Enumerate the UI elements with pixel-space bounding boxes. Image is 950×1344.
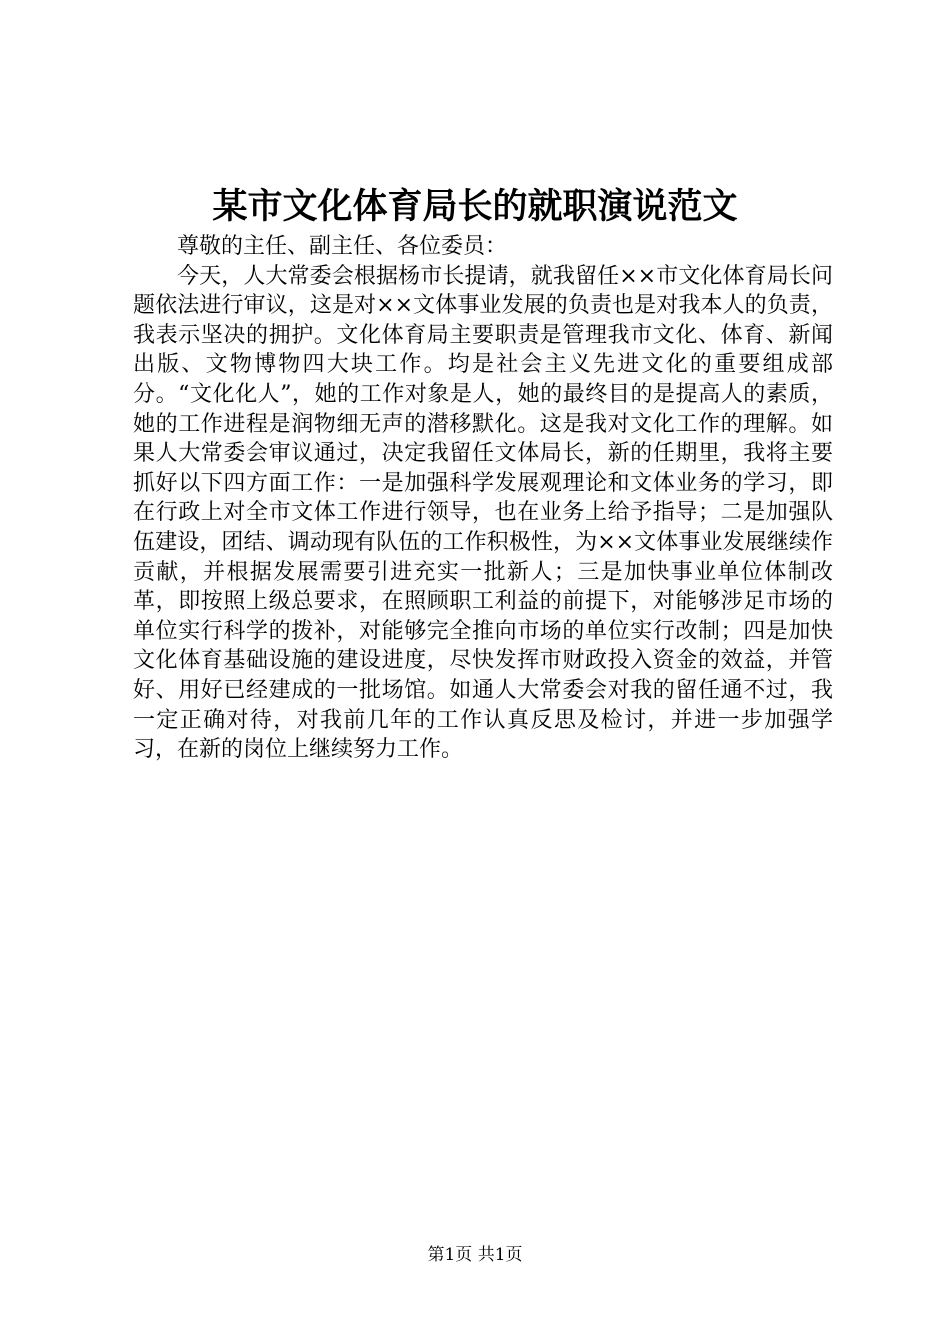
salutation-paragraph: 尊敬的主任、副主任、各位委员： xyxy=(177,234,508,259)
page-number-label: 第1页 共1页 xyxy=(427,1245,523,1265)
page-number-footer xyxy=(0,1243,950,1267)
document-body xyxy=(133,232,833,765)
body-paragraph: 今天，人大常委会根据杨市长提请，就我留任××市文化体育局长问题依法进行审议，这是对××文体事业发展的负责也是对我本人的负责，我表示坚决的拥护。文化体育局主要职责是管理我市文化、体育、新闻出版、文物博物四大块工作。均是社会主义先进文化的重要组成部分。“文化化人”，她的工作对象是人，她的最终目的是提高人的素质，她的工作进程是润物细无声的潜移默化。这是我对文化工作的理解。如果人大常委会审议通过，决定我留任文体局长，新的任期里，我将主要抓好以下四方面工作：一是加强科学发展观理论和文体业务的学习，即在行政上对全市文体工作进行领导，也在业务上给予指导；二是加强队伍建设，团结、调动现有队伍的工作积极性，为××文体事业发展继续作贡献，并根据发展需要引进充实一批新人；三是加快事业单位体制改革，即按照上级总要求，在照顾职工利益的前提下，对能够涉足市场的单位实行科学的拨补，对能够完全推向市场的单位实行改制；四是加快文化体育基础设施的建设进度，尽快发挥市财政投入资金的效益，并管好、用好已经建成的一批场馆。如通人大常委会对我的留任通不过，我一定正确对待，对我前几年的工作认真反思及检讨，并进一步加强学习，在新的岗位上继续努力工作。 xyxy=(133,263,833,763)
document-title: 某市文化体育局长的就职演说范文 xyxy=(212,186,738,227)
